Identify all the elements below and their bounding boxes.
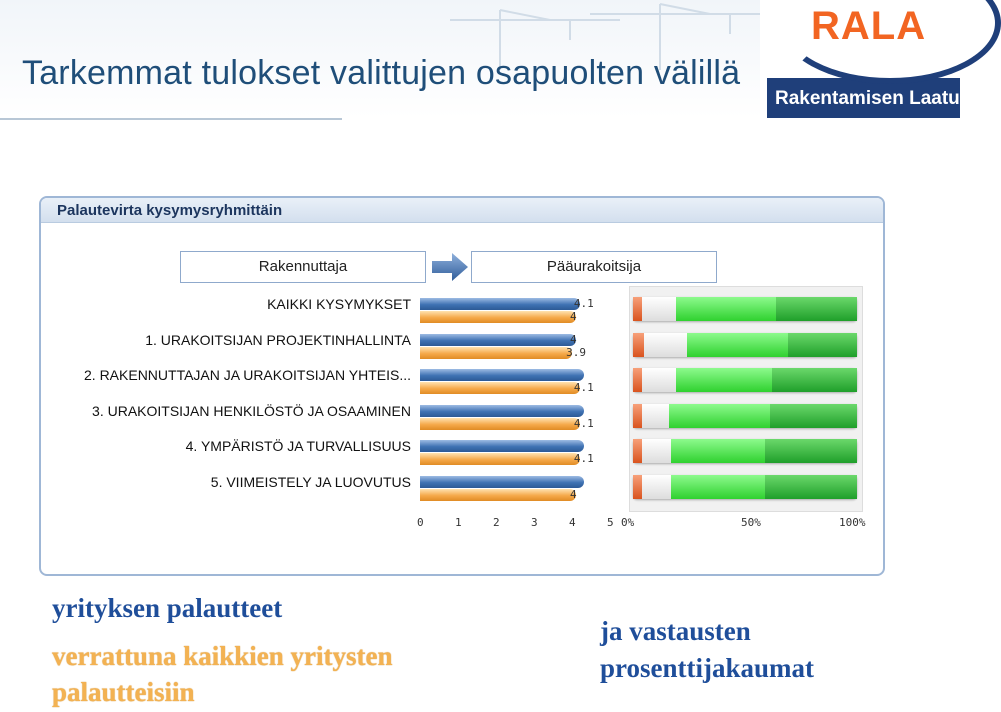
bar-all xyxy=(420,382,580,394)
x-tick-label: 5 xyxy=(607,516,614,529)
bar-selected xyxy=(420,440,584,452)
percent-tick-label: 0% xyxy=(621,516,635,529)
segment-hyvä xyxy=(687,333,788,357)
segment-kohtalainen xyxy=(642,297,676,321)
segment-erinomainen xyxy=(765,439,857,463)
bar-value-label: 4 xyxy=(570,332,577,346)
segment-kohtalainen xyxy=(644,333,687,357)
x-tick-label: 1 xyxy=(455,516,462,529)
category-label: 4. YMPÄRISTÖ JA TURVALLISUUS xyxy=(185,438,411,454)
segment-heikko xyxy=(633,404,642,428)
bar-all xyxy=(420,489,576,501)
segment-hyvä xyxy=(671,475,765,499)
logo-brand: RALA xyxy=(811,4,927,48)
distribution-row xyxy=(633,404,857,428)
segment-hyvä xyxy=(676,297,777,321)
segment-kohtalainen xyxy=(642,439,671,463)
category-label: KAIKKI KYSYMYKSET xyxy=(267,296,411,312)
bar-selected xyxy=(420,334,576,346)
x-tick-label: 3 xyxy=(531,516,538,529)
segment-erinomainen xyxy=(770,404,857,428)
bar-selected xyxy=(420,476,584,488)
segment-erinomainen xyxy=(776,297,857,321)
segment-hyvä xyxy=(676,368,772,392)
segment-hyvä xyxy=(669,404,770,428)
panel-header xyxy=(41,198,883,223)
segment-erinomainen xyxy=(765,475,857,499)
bar-value-label: 3.9 xyxy=(566,345,586,359)
page-title: Tarkemmat tulokset valittujen osapuolten välillä xyxy=(22,54,741,92)
segment-heikko xyxy=(633,297,642,321)
header-divider xyxy=(0,118,342,120)
arrow-right-icon xyxy=(432,253,468,281)
bar-all xyxy=(420,311,576,323)
x-tick-label: 2 xyxy=(493,516,500,529)
segment-erinomainen xyxy=(772,368,857,392)
caption-right-line2: prosenttijakaumat xyxy=(600,653,815,683)
logo-subtitle: Rakentamisen Laatu ry xyxy=(775,88,984,109)
bar-selected xyxy=(420,298,580,310)
category-label: 5. VIIMEISTELY JA LUOVUTUS xyxy=(210,473,411,490)
caption-right-line1: ja vastausten xyxy=(600,616,751,646)
distribution-row xyxy=(633,368,857,392)
bar-value-label: 4.1 xyxy=(573,381,594,394)
segment-heikko xyxy=(633,368,642,392)
to-party-box[interactable]: Pääurakoitsija xyxy=(471,251,717,283)
segment-heikko xyxy=(633,333,644,357)
category-label: 2. RAKENNUTTAJAN JA URAKOITSIJAN YHTEIS... xyxy=(84,367,411,383)
from-party-box[interactable]: Rakennuttaja xyxy=(180,251,426,283)
segment-hyvä xyxy=(671,439,765,463)
bar-all xyxy=(420,418,580,430)
percent-tick-label: 50% xyxy=(741,516,761,529)
distribution-row xyxy=(633,333,857,357)
category-label: 1. URAKOITSIJAN PROJEKTINHALLINTA xyxy=(145,331,411,348)
x-tick-label: 0 xyxy=(417,516,424,529)
category-label: 3. URAKOITSIJAN HENKILÖSTÖ JA OSAAMINEN xyxy=(92,402,411,419)
bar-value-label: 4 xyxy=(570,310,577,323)
caption-left-line2: verrattuna kaikkien yritysten xyxy=(52,641,393,671)
distribution-row xyxy=(633,297,857,321)
rala-logo xyxy=(767,0,984,118)
segment-heikko xyxy=(633,439,642,463)
caption-left-line3: palautteisiin xyxy=(52,677,195,707)
segment-heikko xyxy=(633,475,642,499)
bar-all xyxy=(420,453,580,465)
bar-value-label: 4.1 xyxy=(573,297,594,310)
distribution-row xyxy=(633,475,857,499)
panel-title: Palautevirta kysymysryhmittäin xyxy=(57,202,283,219)
segment-kohtalainen xyxy=(642,475,671,499)
average-score-chart xyxy=(420,292,615,502)
bar-selected xyxy=(420,405,584,417)
bar-value-label: 4.1 xyxy=(573,416,594,430)
bar-selected xyxy=(420,369,584,381)
bar-all xyxy=(420,347,572,359)
x-tick-label: 4 xyxy=(569,516,576,529)
percent-tick-label: 100% xyxy=(839,516,866,529)
segment-kohtalainen xyxy=(642,368,676,392)
segment-kohtalainen xyxy=(642,404,669,428)
segment-erinomainen xyxy=(788,333,857,357)
bar-value-label: 4 xyxy=(570,487,577,501)
bar-value-label: 4.1 xyxy=(573,452,594,465)
distribution-row xyxy=(633,439,857,463)
feedback-panel xyxy=(39,196,885,576)
caption-left-line1: yrityksen palautteet xyxy=(52,593,283,623)
